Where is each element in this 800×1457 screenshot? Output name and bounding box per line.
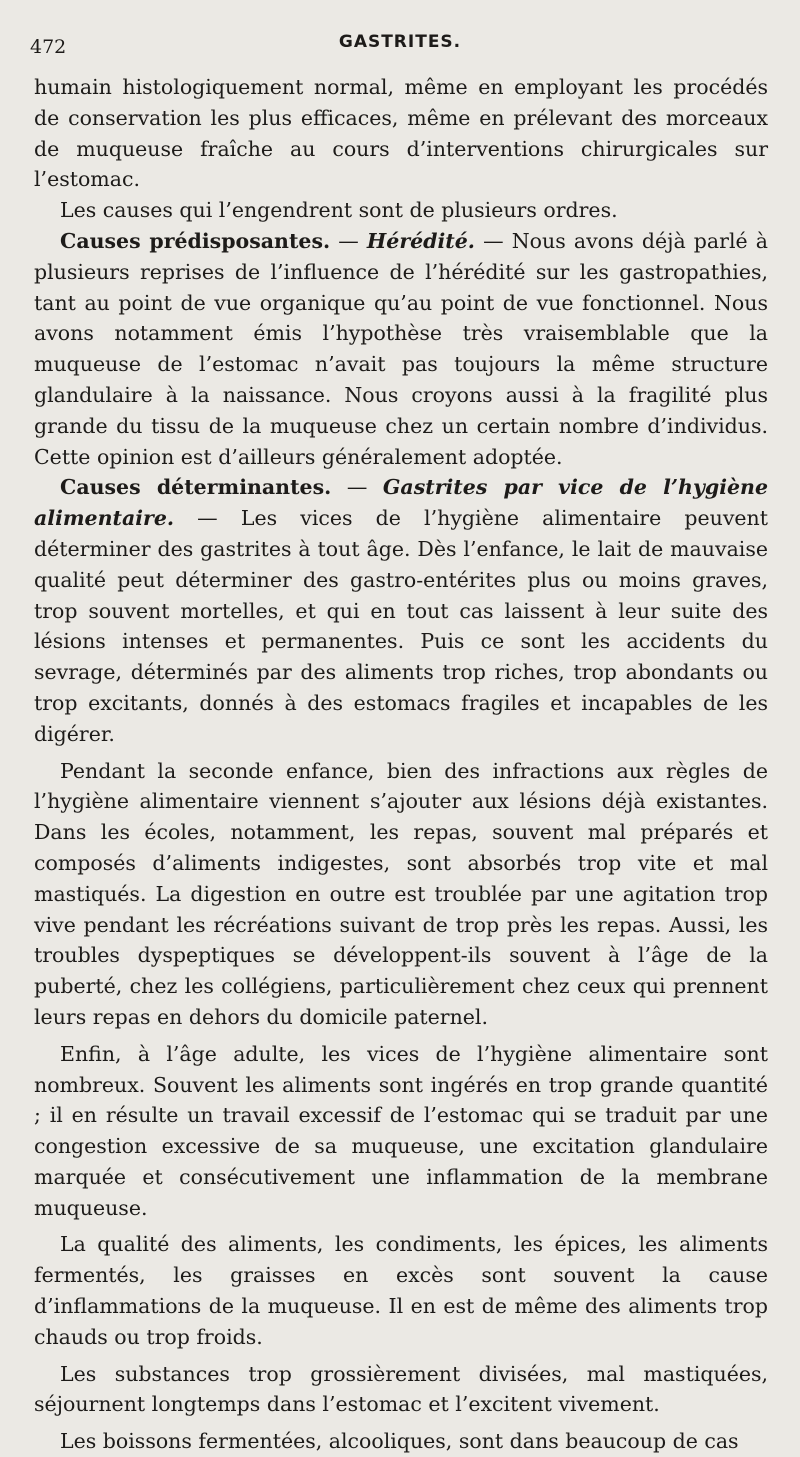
- body-text: [34, 72, 768, 1457]
- running-head: GASTRITES.: [338, 32, 462, 52]
- paragraph-text: Nous avons déjà parlé à plusieurs reprises de l’influence de l’hérédité sur les gastropathies, tant au point de vue organique qu’au point de vue fonctionnel. Nous avons notamment émis l’hypothèse très vraisemblable que la muqueuse de l’estomac n’avait pas toujours la même structure glandulaire à la naissance. Nous croyons aussi à la fragilité plus grande du tissu de la muqueuse chez un certain nombre d’individus. Cette opinion est d’ailleurs généralement adoptée.: [34, 228, 768, 469]
- dash: —: [474, 228, 512, 253]
- paragraph-causes-intro: Les causes qui l’engendrent sont de plusieurs ordres.: [60, 198, 618, 223]
- paragraph-fermented-drinks: Les boissons fermentées, alcooliques, sont dans beaucoup de cas: [60, 1429, 739, 1454]
- section-heading-determining: Causes déterminantes.: [60, 475, 332, 500]
- page-header: [0, 30, 800, 60]
- paragraph-coarse-substances: Les substances trop grossièrement divisées, mal mastiquées, séjournent longtemps dans l’estomac et l’excitent vivement.: [34, 1361, 768, 1417]
- page-number: 472: [30, 36, 67, 58]
- paragraph-text: Les vices de l’hygiène alimentaire peuvent déterminer des gastrites à tout âge. Dès l’enfance, le lait de mauvaise qualité peut déterminer des gastro-entérites plus ou moins graves, trop souvent mortelles, et qui en tout cas laissent à leur suite des lésions intenses et permanentes. Puis ce sont les accidents du sevrage, déterminés par des aliments trop riches, trop abondants ou trop excitants, donnés à des estomacs fragiles et incapables de les digérer.: [34, 506, 768, 746]
- paragraph-adult-age: Enfin, à l’âge adulte, les vices de l’hygiène alimentaire sont nombreux. Souvent les aliments sont ingérés en trop grande quantité ; il en résulte un travail excessif de l’estomac qui se traduit par une congestion excessive de sa muqueuse, une excitation glandulaire marquée et consécutivement une inflammation de la membrane muqueuse.: [34, 1041, 768, 1220]
- paragraph-predisposing-causes: [34, 226, 768, 472]
- paragraph-food-quality: La qualité des aliments, les condiments, les épices, les aliments fermentés, les graisses en excès sont souvent la cause d’inflammations de la muqueuse. Il en est de même des aliments trop chauds ou trop froids.: [34, 1232, 768, 1349]
- paragraph-determining-causes: [34, 472, 768, 749]
- paragraph-second-childhood: Pendant la seconde enfance, bien des infractions aux règles de l’hygiène alimentaire viennent s’ajouter aux lésions déjà existantes. Dans les écoles, notamment, les repas, souvent mal préparés et composés d’aliments indigestes, sont absorbés trop vite et mal mastiqués. La digestion en outre est troublée par une agitation trop vive pendant les récréations suivant de trop près les repas. Aussi, les troubles dyspeptiques se développent-ils souvent à l’âge de la puberté, chez les collégiens, particulièrement chez ceux qui prennent leurs repas en dehors du domicile paternel.: [34, 758, 768, 1029]
- dash: —: [330, 228, 367, 253]
- paragraph-continuation: humain histologiquement normal, même en employant les procédés de conservation les plus efficaces, même en prélevant des morceaux de muqueuse fraîche au cours d’interventions chirurgicales sur l’estomac.: [34, 75, 768, 192]
- subheading-dietary-gastritis: Gastrites par vice de l’hygiène alimentaire.: [34, 475, 768, 531]
- dash: —: [331, 475, 383, 500]
- dash: —: [174, 506, 241, 531]
- subheading-heredity: Hérédité.: [366, 228, 475, 253]
- section-heading-predisposing: Causes prédisposantes.: [60, 228, 331, 253]
